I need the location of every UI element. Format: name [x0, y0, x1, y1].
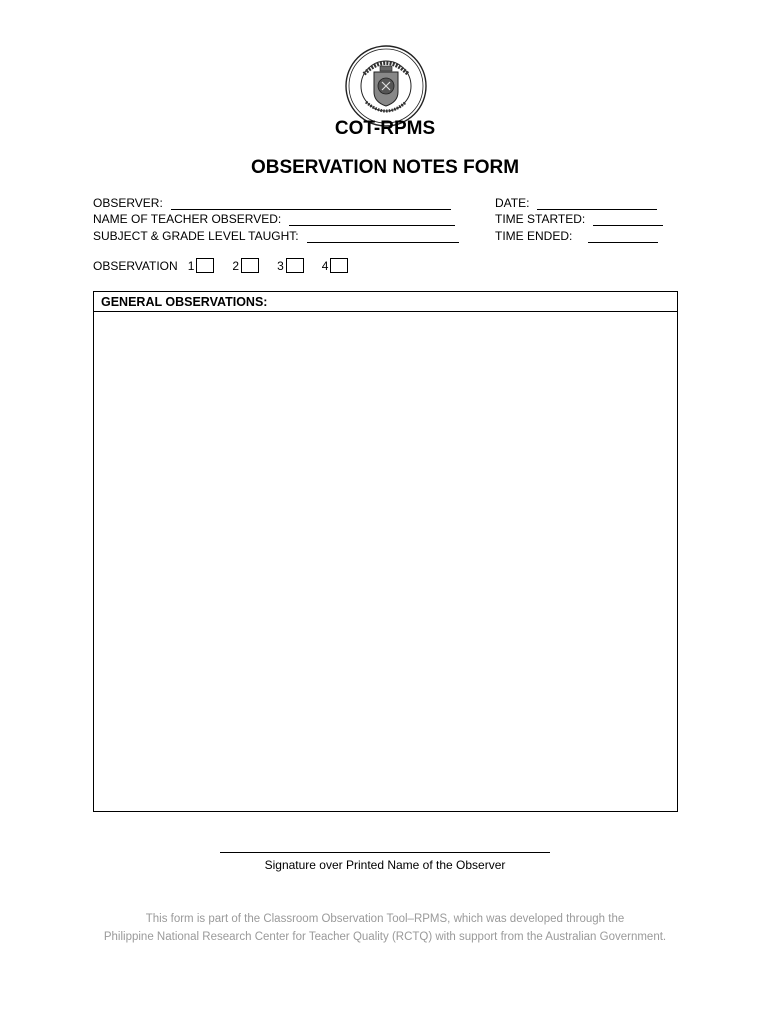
- deped-seal-logo: [344, 44, 428, 128]
- observation-3-checkbox[interactable]: [286, 258, 304, 273]
- time-ended-label: TIME ENDED:: [495, 229, 573, 243]
- observation-option-3-label: 3: [277, 258, 284, 273]
- signature-line[interactable]: [220, 852, 550, 853]
- observation-2-checkbox[interactable]: [241, 258, 259, 273]
- time-started-input-line[interactable]: [593, 214, 663, 226]
- footer-note: [0, 910, 770, 946]
- footer-line-2: Philippine National Research Center for Teacher Quality (RCTQ) with support from the Australian Government.: [103, 931, 667, 943]
- date-label: DATE:: [495, 196, 530, 210]
- teacher-observed-input-line[interactable]: [289, 214, 455, 226]
- signature-label: Signature over Printed Name of the Observer: [264, 858, 506, 872]
- general-observations-heading: GENERAL OBSERVATIONS:: [94, 292, 677, 312]
- observer-input-line[interactable]: [171, 198, 451, 210]
- subject-grade-field: [93, 229, 459, 243]
- observation-option-2-label: 2: [232, 258, 240, 273]
- time-ended-input-line[interactable]: [588, 231, 658, 243]
- general-observations-box[interactable]: [93, 291, 678, 812]
- time-started-label: TIME STARTED:: [495, 212, 586, 226]
- date-input-line[interactable]: [537, 198, 657, 210]
- page-title: COT-RPMS: [334, 118, 436, 139]
- observation-1-checkbox[interactable]: [196, 258, 214, 273]
- observation-option-4-label: 4: [321, 258, 329, 273]
- observer-field: [93, 196, 451, 210]
- footer-line-1: This form is part of the Classroom Observation Tool–RPMS, which was developed through the: [145, 913, 625, 925]
- time-started-field: [495, 212, 663, 226]
- teacher-observed-field: [93, 212, 455, 226]
- observation-4-checkbox[interactable]: [330, 258, 348, 273]
- observation-label: OBSERVATION: [93, 258, 178, 273]
- observation-row: [93, 258, 366, 273]
- observer-label: OBSERVER:: [93, 196, 163, 210]
- teacher-observed-label: NAME OF TEACHER OBSERVED:: [93, 212, 282, 226]
- subject-grade-label: SUBJECT & GRADE LEVEL TAUGHT:: [93, 229, 299, 243]
- observation-option-1-label: 1: [187, 258, 195, 273]
- time-ended-field: [495, 229, 658, 243]
- form-title: OBSERVATION NOTES FORM: [250, 157, 520, 178]
- subject-grade-input-line[interactable]: [307, 231, 459, 243]
- date-field: [495, 196, 657, 210]
